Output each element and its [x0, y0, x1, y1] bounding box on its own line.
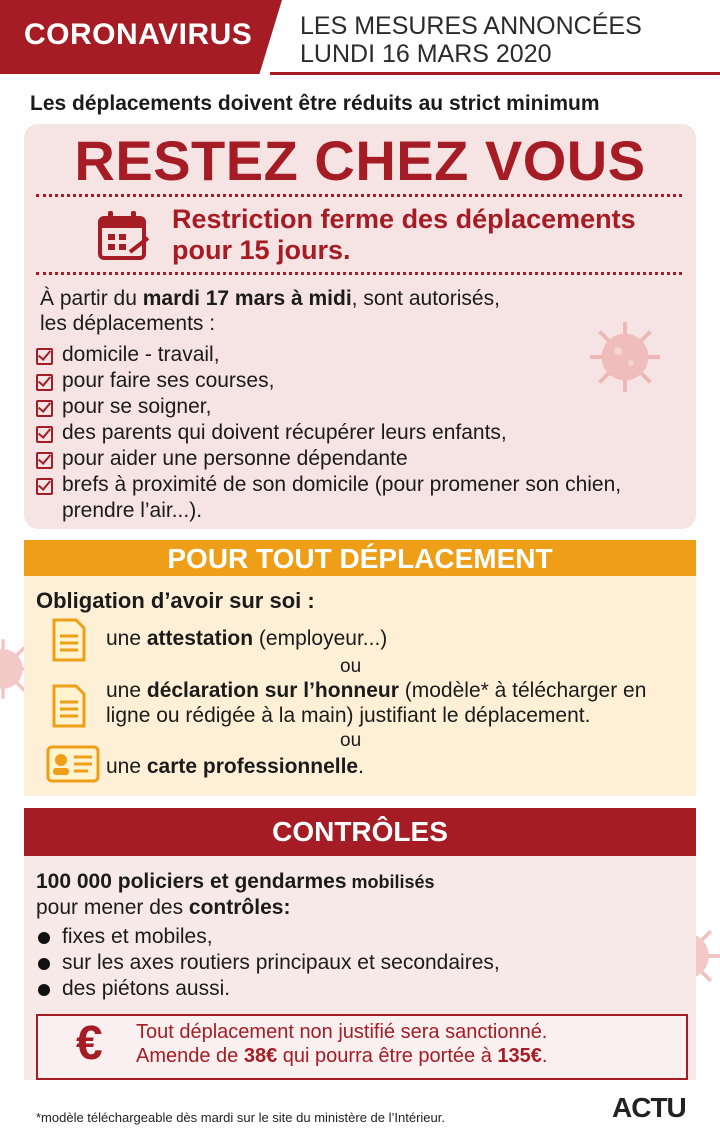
dotted-divider	[36, 194, 682, 197]
restriction-line2: pour 15 jours.	[172, 235, 351, 265]
travel-title: POUR TOUT DÉPLACEMENT	[167, 543, 553, 574]
intro-prefix: À partir du	[40, 287, 143, 310]
fine-mid: qui pourra être portée à	[277, 1045, 498, 1067]
restriction-text	[172, 204, 636, 266]
list-item-text: pour aider une personne dépendante	[62, 447, 408, 470]
list-item-text: fixes et mobiles,	[62, 925, 213, 948]
option-bold: déclaration sur l’honneur	[146, 679, 399, 702]
list-item	[36, 976, 500, 1002]
controls-title: CONTRÔLES	[272, 816, 448, 847]
list-item-text: sur les axes routiers principaux et secondaires,	[62, 951, 500, 974]
option-prefix: une	[106, 755, 147, 778]
list-item	[36, 446, 676, 472]
controls-lead-bold: 100 000 policiers et gendarmes	[36, 870, 347, 893]
fine-suffix: .	[541, 1045, 548, 1067]
checkbox-icon	[36, 400, 53, 417]
brand-logo: ACTU	[612, 1092, 686, 1123]
list-item	[36, 420, 676, 446]
list-item	[36, 394, 676, 420]
euro-icon: €	[76, 1017, 103, 1070]
list-item-text: pour se soigner,	[62, 395, 212, 418]
controls-lead	[36, 870, 435, 894]
list-item	[36, 950, 500, 976]
bullet-icon	[38, 958, 50, 970]
checkbox-icon	[36, 348, 53, 365]
fine-amount-max: 135€	[497, 1045, 542, 1067]
obligation-label: Obligation d’avoir sur soi :	[36, 588, 315, 613]
controls-list	[36, 924, 500, 1002]
controls-lead2	[36, 896, 290, 920]
main-title: RESTEZ CHEZ VOUS	[74, 129, 646, 192]
header-date	[300, 12, 642, 68]
intro-date: mardi 17 mars à midi	[142, 287, 352, 310]
controls-lead2-bold: contrôles:	[188, 896, 291, 919]
list-item-text: des piétons aussi.	[62, 977, 231, 1000]
intro-suffix: , sont autorisés,	[351, 287, 500, 310]
fine-line2	[136, 1044, 547, 1068]
restriction-line1: Restriction ferme des déplacements	[172, 204, 636, 234]
virus-icon	[586, 318, 664, 396]
list-item-text: domicile - travail,	[62, 343, 220, 366]
list-item-text: brefs à proximité de son domicile (pour promener son chien, prendre l’air...).	[62, 473, 622, 522]
option-suffix: (modèle* à télécharger en ligne ou rédigée à la main) justifiant le déplacement.	[106, 679, 647, 727]
checkbox-icon	[36, 478, 53, 495]
allowed-intro	[40, 286, 500, 336]
subtitle: Les déplacements doivent être réduits au strict minimum	[30, 92, 600, 115]
checkbox-icon	[36, 426, 53, 443]
option-attestation	[106, 626, 387, 651]
intro-line2: les déplacements :	[40, 312, 216, 335]
controls-lead2-prefix: pour mener des	[36, 896, 189, 919]
header-date-line2: LUNDI 16 MARS 2020	[300, 40, 552, 68]
option-bold: attestation	[146, 627, 254, 650]
bullet-icon	[38, 984, 50, 996]
or-separator: ou	[340, 656, 362, 677]
option-bold: carte professionnelle	[146, 755, 359, 778]
list-item-text: des parents qui doivent récupérer leurs enfants,	[62, 421, 507, 444]
header-date-line1: LES MESURES ANNONCÉES	[300, 12, 642, 40]
option-declaration	[106, 678, 686, 728]
bullet-icon	[38, 932, 50, 944]
option-prefix: une	[106, 627, 147, 650]
id-card-icon	[46, 744, 100, 784]
list-item	[36, 368, 676, 394]
document-icon	[52, 684, 86, 728]
option-professional-card	[106, 754, 364, 779]
header-tag: CORONAVIRUS	[24, 18, 253, 51]
footnote: *modèle téléchargeable dès mardi sur le site du ministère de l’Intérieur.	[36, 1110, 445, 1125]
dotted-divider	[36, 272, 682, 275]
header-divider	[270, 72, 720, 75]
option-suffix: (employeur...)	[253, 627, 388, 650]
option-prefix: une	[106, 679, 147, 702]
allowed-trips-list	[36, 342, 676, 524]
list-item	[36, 342, 676, 368]
controls-lead-rest: mobilisés	[346, 872, 435, 892]
fine-amount-min: 38€	[243, 1045, 278, 1067]
option-suffix: .	[358, 755, 364, 778]
fine-line1: Tout déplacement non justifié sera sanctionné.	[136, 1021, 548, 1043]
fine-prefix: Amende de	[136, 1045, 244, 1067]
or-separator: ou	[340, 730, 362, 751]
list-item-text: pour faire ses courses,	[62, 369, 275, 392]
checkbox-icon	[36, 452, 53, 469]
document-icon	[52, 618, 86, 662]
list-item	[36, 472, 676, 524]
checkbox-icon	[36, 374, 53, 391]
list-item	[36, 924, 500, 950]
calendar-icon	[96, 208, 152, 264]
